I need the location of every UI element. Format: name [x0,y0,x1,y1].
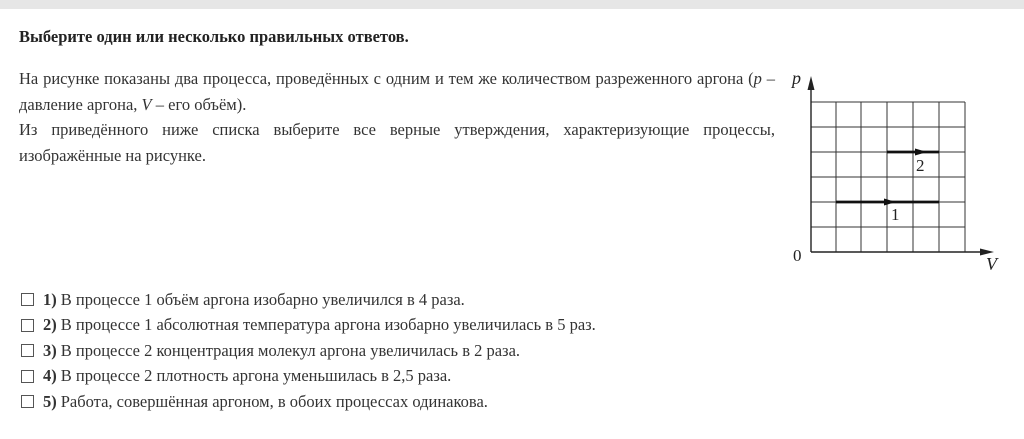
process-2-label: 2 [916,156,925,175]
y-axis-label: p [792,68,801,88]
answer-option-2[interactable] [21,313,596,339]
instruction-heading: Выберите один или несколько правильных ответов. [19,27,409,46]
answer-text: Работа, совершённая аргоном, в обоих процессах одинакова. [60,391,488,411]
answer-option-1[interactable] [21,287,596,313]
answer-checkbox-4[interactable] [21,370,34,383]
answer-text: В процессе 2 концентрация молекул аргона увеличилась в 2 раза. [60,340,521,360]
answer-number: 2) [43,315,57,335]
pv-diagram [780,62,1010,277]
question-paragraph-1: На рисунке показаны два процесса, проведённых с одним и тем же количеством разреженного аргона (p – давление аргона, V – его объём). [19,69,776,114]
answer-checkbox-1[interactable] [21,293,34,306]
answer-list [21,287,596,415]
x-axis-label: V [986,254,997,274]
process-1-label: 1 [891,205,900,224]
answer-option-3[interactable] [21,338,596,364]
top-bar [0,0,1024,9]
answer-option-4[interactable] [21,364,596,390]
axes [808,76,995,256]
answer-option-5[interactable] [21,389,596,415]
answer-text: В процессе 1 абсолютная температура аргона изобарно увеличилась в 5 раз. [60,315,596,335]
grid [811,102,965,252]
answer-number: 4) [43,366,57,386]
origin-label: 0 [793,246,802,265]
answer-checkbox-3[interactable] [21,344,34,357]
process-1-line [836,199,939,206]
question-text [19,66,775,168]
answer-text: В процессе 2 плотность аргона уменьшилась в 2,5 раза. [60,366,452,386]
answer-number: 1) [43,289,57,309]
answer-number: 3) [43,340,57,360]
answer-checkbox-5[interactable] [21,395,34,408]
answer-number: 5) [43,391,57,411]
answer-text: В процессе 1 объём аргона изобарно увеличился в 4 раза. [60,289,465,309]
answer-checkbox-2[interactable] [21,319,34,332]
question-paragraph-2: Из приведённого ниже списка выберите все верные утверждения, характеризующие процессы, изображённые на рисунке. [19,120,775,165]
